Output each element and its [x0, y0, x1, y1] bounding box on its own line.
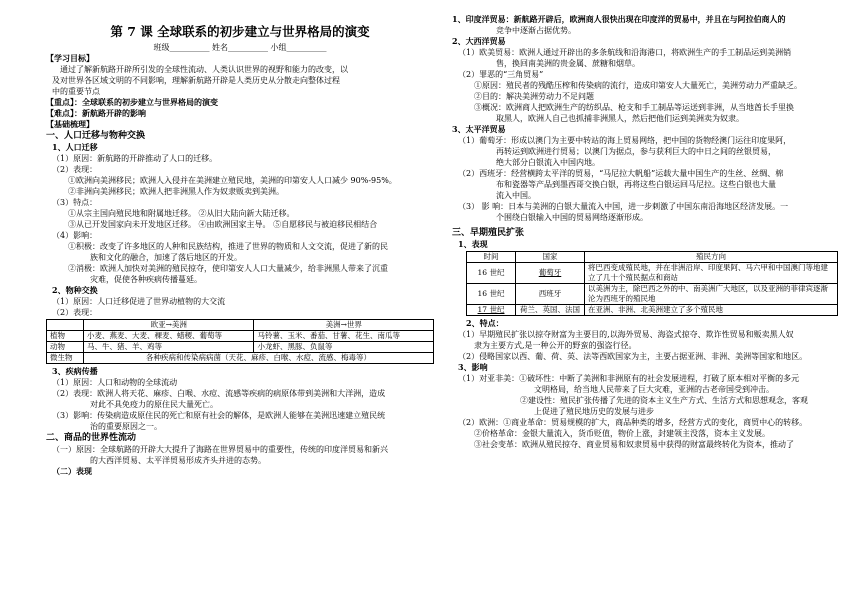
text-line: ②建设性：殖民扩张传播了先进的资本主义生产方式、生活方式和思想观念，客观 — [520, 396, 808, 405]
text-line: 再转运到欧洲进行贸易；以澳门为据点，参与获利巨大的中日之间的丝银贸易， — [496, 147, 776, 156]
text-line: 绝大部分白银流入中国内地。 — [496, 158, 600, 167]
table-header-cell: 欧亚→美洲 — [84, 320, 254, 331]
study-goal-text: 中的重要节点 — [52, 87, 100, 96]
text-line: ②目的：解决美洲劳动力不足问题 — [474, 92, 594, 101]
text-line: （2）表现： — [52, 165, 98, 174]
text-line: 布和瓷器等产品到墨西哥交换白银，再将这些白银运回马尼拉。这些白银也大量 — [496, 180, 776, 189]
text-line: ①原因：殖民者的残酷压榨和传染病的流行，造成印第安人大量死亡，美洲劳动力严重缺乏。 — [474, 81, 802, 90]
section-heading: 二、商品的世界性流动 — [46, 433, 137, 443]
text-line: （2）罪恶的“三角贸易” — [458, 70, 544, 79]
text-line: （二）表现 — [52, 466, 92, 476]
text-line: （1）欧美贸易：欧洲人通过开辟出的多条航线和沿海港口，将欧洲生产的手工制品运到美洲销 — [458, 48, 792, 57]
text-line: ③社会变革：欧洲从殖民掠夺、商业贸易和奴隶贸易中获得的财富最终转化为资本，推动了 — [474, 440, 794, 449]
page-title: 第 7 课 全球联系的初步建立与世界格局的演变 — [110, 24, 370, 39]
text-line: 文明格局，给当地人民带来了巨大灾难，亚洲的古老帝国受到冲击。 — [534, 385, 774, 394]
basics-heading: 【基础梳理】 — [46, 119, 94, 129]
table-cell: 以美洲为主，除巴西之外的中、南美洲广大地区，以及亚洲的菲律宾逐渐沦为西班牙的殖民地 — [585, 284, 838, 305]
subsection-heading: 2、特点： — [466, 318, 504, 328]
right-column — [452, 14, 836, 450]
text-line: 售，换回南美洲的贵金属、蔗糖和烟草。 — [496, 59, 640, 68]
study-goal-text: 及对世界各区域文明的不同影响，理解新航路开辟是人类历史从分散走向整体过程 — [52, 76, 340, 85]
table-cell: 马铃薯、玉米、番茄、甘薯、花生、南瓜等 — [254, 331, 434, 342]
table-header-cell: 美洲→世界 — [254, 320, 434, 331]
subsection-heading: 1、表现 — [458, 239, 488, 249]
student-info-line: 班级__________ 姓名__________ 小组__________ — [153, 43, 327, 52]
text-line: （2）表现： — [52, 308, 98, 317]
text-line: （3）影响：传染病造成原住民的死亡和原有社会的解体，是欧洲人能够在美洲迅速建立殖民统 — [52, 411, 386, 420]
text-line: 1、印度洋贸易：新航路开辟后，欧洲商人很快出现在印度洋的贸易中，并且在与阿拉伯商人的 — [452, 14, 786, 24]
subsection-heading: 3、太平洋贸易 — [452, 124, 506, 134]
text-line: ③概况：欧洲商人把欧洲生产的纺织品、枪支和手工制品等运送到非洲，从当地酋长手里换 — [474, 103, 794, 112]
text-line: 个围绕白银输入中国的贸易网络逐渐形成。 — [496, 213, 648, 222]
table-cell: 植物 — [47, 331, 84, 342]
table-header-row — [467, 252, 838, 263]
table-row — [467, 284, 838, 305]
table-cell: 17 世纪 — [467, 305, 516, 316]
table-cell: 16 世纪 — [467, 263, 516, 284]
table-row — [47, 331, 434, 342]
text-line: 的大西洋贸易、太平洋贸易形成齐头并进的态势。 — [90, 456, 266, 465]
text-line: （1）原因：人口迁移促进了世界动植物的大交流 — [52, 297, 226, 306]
text-line: （2）侵略国家以西、葡、荷、英、法等西欧国家为主，主要占据亚洲、非洲、美洲等国家和地区。 — [458, 352, 808, 361]
table-header-cell: 时间 — [467, 252, 516, 263]
text-line: ①积极：改变了许多地区的人种和民族结构，推进了世界的物质和人文交流，促进了新的民 — [68, 242, 388, 251]
text-line: 隶为主要方式,是一种公开的野蛮的强盗行径。 — [474, 341, 637, 350]
table-cell: 西班牙 — [516, 284, 585, 305]
text-line: ②价格革命：金银大量流入，货币贬值，物价上涨，封建领主没落，资本主义发展。 — [474, 429, 770, 438]
table-row — [47, 353, 434, 364]
table-cell: 微生物 — [47, 353, 84, 364]
text-line: 对此不具免疫力的原住民大量死亡。 — [90, 400, 218, 409]
text-line: 灾难，促使各种疾病传播蔓延。 — [90, 275, 202, 284]
text-line: （2）表现：欧洲人将天花、麻疹、白喉、水痘、流感等疾病的病原体带到美洲和大洋洲，造成 — [52, 389, 386, 398]
text-line: （1）原因：人口和动物的全球流动 — [52, 378, 178, 387]
text-line: 流入中国。 — [496, 191, 536, 200]
text-line: 族和文化的融合，加速了落后地区的开发。 — [90, 253, 242, 262]
text-line: ①欧洲向美洲移民；欧洲人入侵并在美洲建立殖民地，美洲的印第安人人口减少 90%-95%。 — [68, 176, 397, 185]
species-exchange-table — [46, 319, 434, 364]
text-line: （1）葡萄牙：形成以澳门为主要中转站的海上贸易网络，把中国的货物经澳门运往印度果阿， — [458, 136, 792, 145]
text-line: ③从已开发国家向未开发地区迁移。 ④由欧洲国家主导。 ⑤自愿移民与被迫移民相结合 — [68, 220, 378, 229]
study-goal-text: 通过了解新航路开辟所引发的全球性流动、人类认识世界的视野和能力的改变，以 — [60, 65, 348, 74]
difficult-point: 【难点】：新航路开辟的影响 — [46, 108, 146, 118]
table-cell: 小麦、燕麦、大麦、稞麦、蜡稷、葡萄等 — [84, 331, 254, 342]
section-heading: 三、早期殖民扩张 — [452, 228, 525, 238]
text-line: ②消极：欧洲人加快对美洲的殖民掠夺，使印第安人人口大量减少，给非洲黑人带来了沉重 — [68, 264, 388, 273]
text-line: 竞争中逐渐占据优势。 — [496, 26, 576, 35]
subsection-heading: 1、人口迁移 — [52, 142, 98, 152]
table-header-cell: 殖民方向 — [585, 252, 838, 263]
text-line: 取黑人，欧洲人自己也抓捕非洲黑人，然后把他们运到美洲卖为奴隶。 — [496, 114, 744, 123]
subsection-heading: 3、疾病传播 — [52, 366, 98, 376]
table-row — [467, 263, 838, 284]
table-cell: 将巴西变成殖民地，并在非洲沿岸、印度果阿、马六甲和中国澳门等地建立了几十个殖民据点和商站 — [585, 263, 838, 284]
study-goal-heading: 【学习目标】 — [46, 53, 94, 63]
text-line: （1）对亚非美：①破坏性：中断了美洲和非洲原有的社会发展进程，打破了原本相对平衡的多元 — [458, 374, 800, 383]
text-line: 上促进了殖民地历史的发展与进步 — [534, 407, 654, 416]
section-heading: 一、人口迁移与物种交换 — [46, 131, 146, 141]
text-line: 治的重要原因之一。 — [90, 422, 162, 431]
left-column — [46, 0, 434, 477]
text-line: （1）早期殖民扩张以掠夺财富为主要目的,以海外贸易、海盗式掠夺、欺诈性贸易和贩卖黑人奴 — [458, 330, 794, 339]
table-cell: 小龙虾、黑豚、负鼠等 — [254, 342, 434, 353]
subsection-heading: 2、大西洋贸易 — [452, 36, 506, 46]
text-line: ①从宗主国向殖民地和附属地迁移。 ②从旧大陆向新大陆迁移。 — [68, 209, 295, 218]
table-header-row — [47, 320, 434, 331]
subsection-heading: 2、物种交换 — [52, 285, 98, 295]
text-line: （1）原因：新航路的开辟推动了人口的迁移。 — [52, 154, 218, 163]
colonial-expansion-table — [466, 251, 838, 316]
table-row — [467, 305, 838, 316]
text-line: （2）欧洲：①商业革命：贸易规模的扩大，商品种类的增多，经营方式的变化，商贸中心的转移。 — [458, 418, 808, 427]
text-line: （3）特点： — [52, 198, 98, 207]
key-point: 【重点】：全球联系的初步建立与世界格局的演变 — [46, 97, 218, 107]
table-cell: 葡萄牙 — [516, 263, 585, 284]
table-row — [47, 342, 434, 353]
text-line: （2）西班牙：经营横跨太平洋的贸易，“马尼拉大帆船”运载大量中国生产的生丝、丝绸、棉 — [458, 169, 784, 178]
table-cell: 各种疾病和传染病病菌（天花、麻疹、白喉、水痘、流感、梅毒等） — [84, 353, 434, 364]
text-line: ②非洲向美洲移民；欧洲人把非洲黑人作为奴隶贩卖到美洲。 — [68, 187, 284, 196]
table-cell: 16 世纪 — [467, 284, 516, 305]
text-line: （3） 影 响：日本与美洲的白银大量流入中国，进一步刺激了中国东南沿海地区经济发展。一 — [458, 202, 789, 211]
table-header-cell — [47, 320, 84, 331]
subsection-heading: 3、影响 — [458, 362, 488, 372]
table-cell: 在亚洲、非洲、北美洲建立了多个殖民地 — [585, 305, 838, 316]
text-line: （一）原因：全球航路的开辟大大提升了海路在世界贸易中的重要性，传统的印度洋贸易和新兴 — [52, 445, 388, 454]
table-cell: 马、牛、猪、羊、鸡等 — [84, 342, 254, 353]
table-cell: 动物 — [47, 342, 84, 353]
table-cell: 荷兰、英国、法国 — [516, 305, 585, 316]
text-line: （4）影响： — [52, 231, 98, 240]
table-header-cell: 国家 — [516, 252, 585, 263]
